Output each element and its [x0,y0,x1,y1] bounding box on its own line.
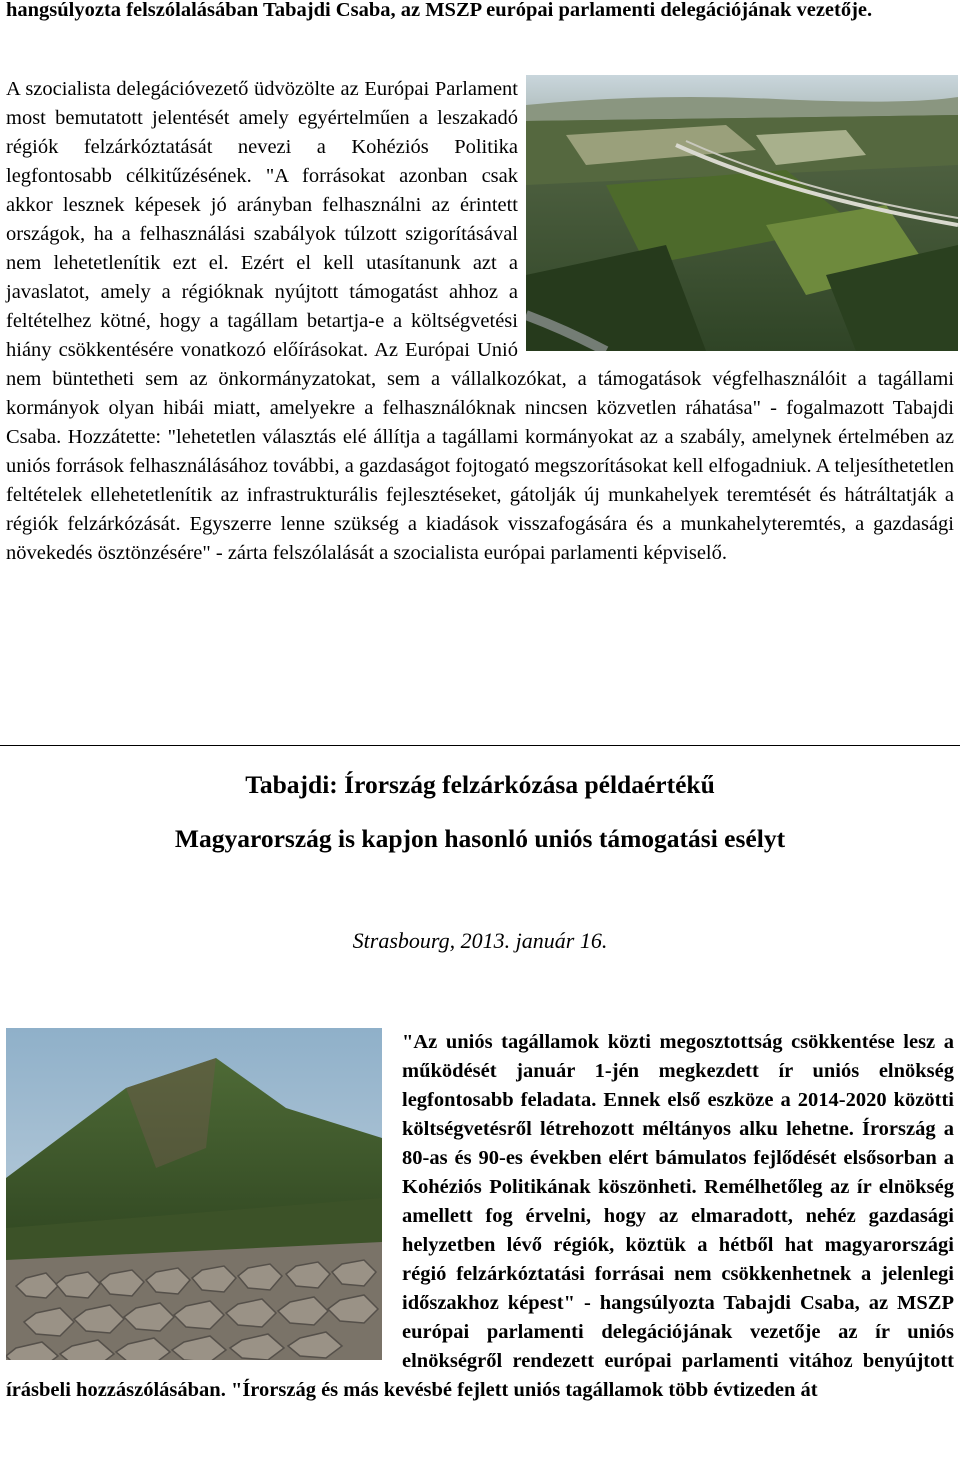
article1-lead: hangsúlyozta felszólalásában Tabajdi Csaba, az MSZP európai parlamenti delegációjának vezetője. [6,0,873,21]
image-spacer [6,1028,402,1369]
article-divider [0,745,960,746]
article1-body-text: A szocialista delegációvezető üdvözölte az Európai Parlament most bemutatott jelentését amely egyértelműen a leszakadó régiók felzárkóztatását nevezi a Kohéziós Politika legfontosabb célkitűzésének. "A forrásokat azonban csak akkor lesznek képesek jó arányban felhasználni az érintett országok, ha a felhasználási szabályok túlzott szigorításával nem lehetetlenítik ezt el. Ezért el kell utasítanunk azt a javaslatot, amely a régióknak nyújtott támogatást ahhoz a feltételhez kötné, hogy a tagállam betartja-e a költségvetési hiány csökkentésére vonatkozó előírásokat. Az Európai Unió nem büntetheti sem az önkormányzatokat, sem a vállalkozókat, a támogatások végfelhasználóit a tagállami kormányok olyan hibái miatt, amelyekre a felhasználóknak nincsen közvetlen ráhatása" - fogalmazott Tabajdi Csaba. Hozzátette: "lehetetlen választás elé állítja a tagállami kormányokat az a szabály, amelynek értelmében az uniós források felhasználásához további, a gazdaságot fojtogató megszorításokat kell elfogadniuk. A teljesíthetetlen feltételek ellehetetlenítik az infrastrukturális fejlesztéseket, gátolják új munkahelyek teremtését és hátráltatják a régiók felzárkózását. Egyszerre lenne szükség a kiadások visszafogására és a munkahelyteremtés, a gazdasági növekedés ösztönzésére" - zárta felszólalását a szocialista európai parlamenti képviselő. [6,78,954,564]
article2-body-text: "Az uniós tagállamok közti megosztottság csökkentése lesz a működését január 1-jén megkezdett ír uniós elnökség legfontosabb feladata. Ennek első eszköze a 2014-2020 közötti költségvetésről létrehozott méltányos alku lehetne. Írország a 80-as és 90-es években elért bámulatos fejlődését elsősorban a Kohéziós Politikának köszönheti. Remélhetőleg az ír elnökség amellett fog érvelni, hogy az elmaradott, nehéz gazdasági helyzetben lévő régiók, köztük a hétből hat magyarországi régió felzárkóztatási forrásai nem csökkenhetnek a jelenlegi időszakhoz képest" - hangsúlyozta Tabajdi Csaba, az MSZP európai parlamenti delegációjának vezetője az ír uniós elnökségről rendezett európai parlamenti vitához benyújtott írásbeli hozzászólásában. "Írország és más kevésbé fejlett uniós tagállamok több évtizeden át [6,1031,954,1401]
article2-subtitle: Magyarország is kapjon hasonló uniós támogatási esélyt [174,824,786,853]
article1-body [6,75,954,568]
image-spacer [518,75,954,357]
article2-dateline: Strasbourg, 2013. január 16. [352,928,608,953]
article2-title: Tabajdi: Írország felzárkózása példaértékű [245,770,715,799]
article2-body [6,1028,954,1405]
